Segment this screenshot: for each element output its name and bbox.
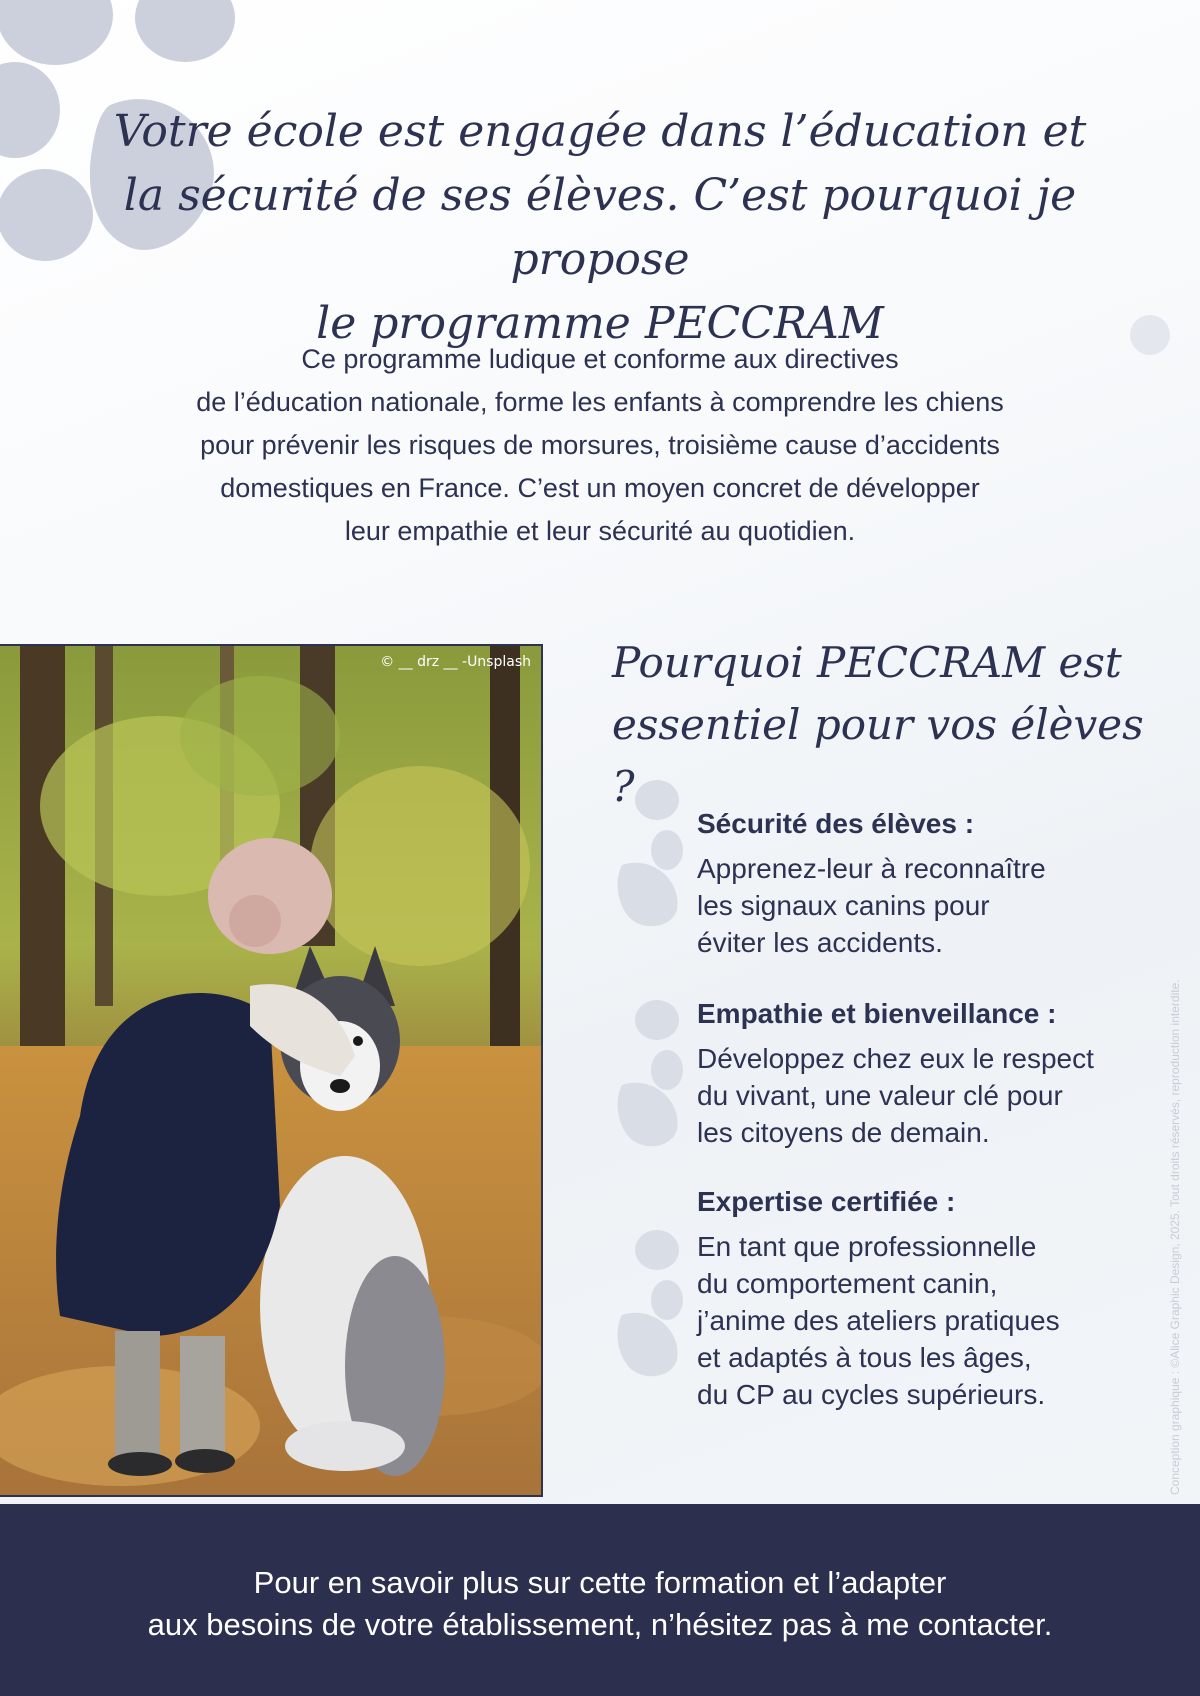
benefit-expertise bbox=[697, 1184, 1117, 1413]
paw-icon bbox=[612, 780, 692, 930]
intro-line: Ce programme ludique et conforme aux directives bbox=[301, 344, 899, 374]
benefit-line: du CP au cycles supérieurs. bbox=[697, 1379, 1046, 1410]
section-title bbox=[612, 632, 1172, 818]
headline-line: la sécurité de ses élèves. C’est pourquoi je propose bbox=[123, 170, 1077, 285]
benefit-text bbox=[697, 1040, 1117, 1151]
benefit-empathy bbox=[697, 996, 1117, 1151]
benefit-line: les citoyens de demain. bbox=[697, 1117, 990, 1148]
section-title-line: essentiel pour vos élèves ? bbox=[612, 700, 1144, 811]
intro-paragraph bbox=[100, 338, 1100, 553]
bubble-decoration bbox=[1120, 300, 1180, 360]
footer-text bbox=[0, 1504, 1200, 1646]
headline-line: Votre école est engagée dans l’éducation et bbox=[113, 106, 1087, 157]
intro-line: pour prévenir les risques de morsures, troisième cause d’accidents bbox=[200, 430, 1000, 460]
benefit-text bbox=[697, 850, 1117, 961]
benefit-line: les signaux canins pour bbox=[697, 890, 990, 921]
benefit-line: du vivant, une valeur clé pour bbox=[697, 1080, 1063, 1111]
intro-line: leur empathie et leur sécurité au quotidien. bbox=[344, 516, 856, 546]
footer-line: aux besoins de votre établissement, n’hésitez pas à me contacter. bbox=[147, 1607, 1053, 1642]
headline bbox=[100, 100, 1100, 356]
footer-line: Pour en savoir plus sur cette formation et l’adapter bbox=[253, 1565, 947, 1600]
benefit-line: En tant que professionnelle bbox=[697, 1231, 1037, 1262]
child-dog-photo bbox=[0, 644, 543, 1497]
benefit-title: Sécurité des élèves : bbox=[697, 808, 975, 839]
benefit-line: du comportement canin, bbox=[697, 1268, 998, 1299]
paw-icon bbox=[612, 1000, 692, 1150]
benefit-line: Apprenez-leur à reconnaître bbox=[697, 853, 1046, 884]
benefit-title: Empathie et bienveillance : bbox=[697, 998, 1057, 1029]
paw-icon bbox=[612, 1230, 692, 1380]
intro-line: de l’éducation nationale, forme les enfants à comprendre les chiens bbox=[196, 387, 1004, 417]
photo-credit: © __ drz __ -Unsplash bbox=[380, 654, 531, 670]
design-credit: Conception graphique : ©Alice Graphic Design, 2025. Tout droits réservés, reproduction interdite. bbox=[1168, 979, 1182, 1495]
benefit-title: Expertise certifiée : bbox=[697, 1186, 956, 1217]
headline-line: le programme PECCRAM bbox=[316, 298, 884, 349]
benefit-safety bbox=[697, 806, 1117, 961]
benefit-line: éviter les accidents. bbox=[697, 927, 943, 958]
section-title-line: Pourquoi PECCRAM est bbox=[612, 638, 1122, 687]
benefit-text bbox=[697, 1228, 1117, 1413]
benefit-line: j’anime des ateliers pratiques bbox=[697, 1305, 1060, 1336]
benefit-line: et adaptés à tous les âges, bbox=[697, 1342, 1032, 1373]
footer-banner bbox=[0, 1504, 1200, 1696]
intro-line: domestiques en France. C’est un moyen concret de développer bbox=[220, 473, 980, 503]
benefit-line: Développez chez eux le respect bbox=[697, 1043, 1094, 1074]
